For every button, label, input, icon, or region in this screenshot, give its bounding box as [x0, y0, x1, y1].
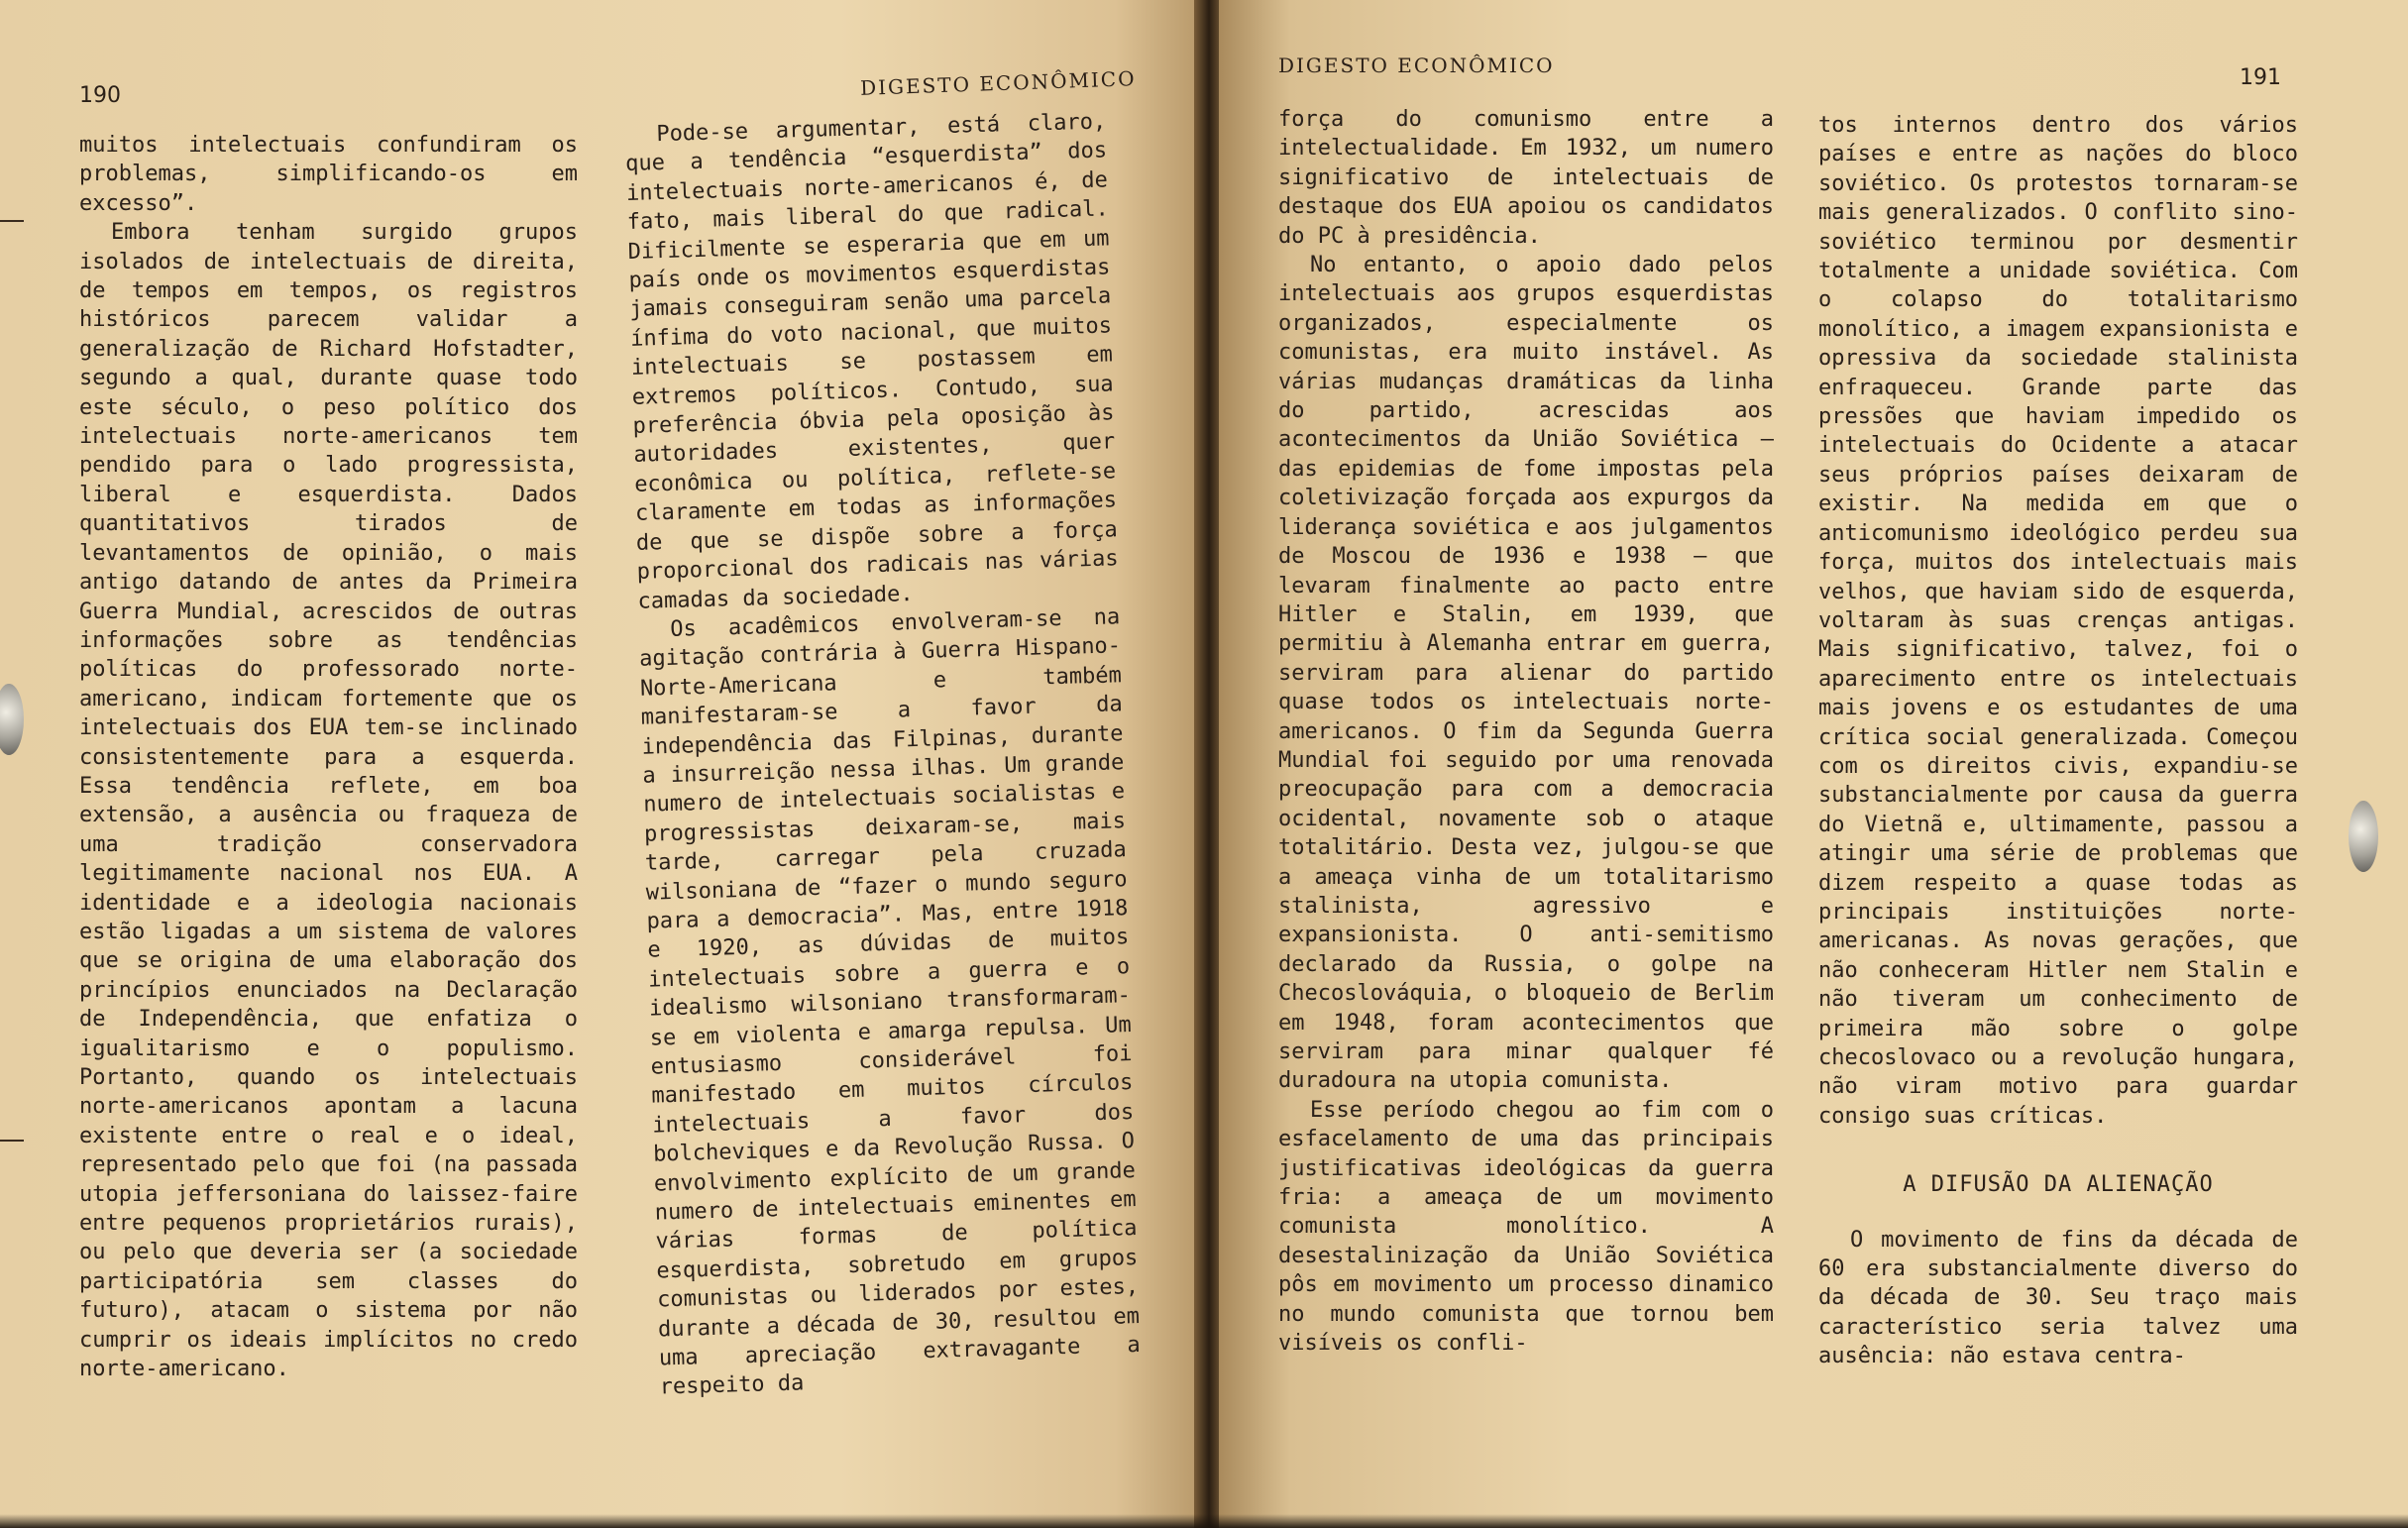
paragraph: Embora tenham surgido grupos isolados de intelectuais de direita, de tempos em tempos, os registros históricos parecem validar a generalização de Richard Hofstadter, segundo a qual, durante quase todo este século, o peso político dos intelectuais norte-americanos tem pendido para o lado progressista, liberal e esquerdista. Dados quantitativos tirados de levantamentos de opinião, o mais antigo datando de antes da Primeira Guerra Mundial, acrescidos de outras informações sobre as tendências políticas do professorado norte-americano, indicam fortemente que os intelectuais dos EUA tem-se inclinado consistentemente para a esquerda. Essa tendência reflete, em boa extensão, a ausência ou fraqueza de uma tradição conservadora legitimamente nacional nos EUA. A identidade e a ideologia nacionais estão ligadas a um sistema de valores que se origina de uma elaboração dos princípios enunciados na Declaração de Independência, que enfatiza o igualitarismo e o populismo. Portanto, quando os intelectuais norte-americanos apontam a lacuna existente entre o real e o ideal, representado pelo que foi (na passada utopia jeffersoniana do laissez-faire entre pequenos proprietários rurais), ou pelo que deveria ser (a sociedade participatória sem classes do futuro), atacam o sistema por não cumprir os ideais implícitos no credo norte-americano. — [79, 220, 578, 1382]
right-page-column-left — [1278, 105, 1774, 1358]
paragraph: Pode-se argumentar, está claro, que a tendência “esquerdista” dos intelectuais norte-americanos é, de fato, mais liberal do que radical. Dificilmente se esperaria que em um país onde os movimentos esquerdistas jamais conseguiram senão uma parcela ínfima do voto nacional, que muitos intelectuais se postassem em extremos políticos. Contudo, sua preferência óbvia pela oposição às autoridades existentes, quer econômica ou política, reflete-se claramente em todas as informações de que se dispõe sobre a força proporcional dos radicais nas várias camadas da sociedade. — [624, 109, 1119, 614]
section-heading: A DIFUSÃO DA ALIENAÇÃO — [1903, 1172, 2214, 1198]
index-tab — [0, 684, 24, 755]
paragraph: No entanto, o apoio dado pelos intelectuais aos grupos esquerdistas organizados, especialmente os comunistas, era muito instável. As várias mudanças dramáticas da linha do partido, acrescidas aos acontecimentos da União Soviética — das epidemias de fome impostas pela coletivização forçada aos expurgos da liderança soviética e aos julgamentos de Moscou de 1936 e 1938 — que levaram finalmente ao pacto entre Hitler e Stalin, em 1939, que permitiu à Alemanha entrar em guerra, serviram para alienar do partido quase todos os intelectuais norte-americanos. O fim da Segunda Guerra Mundial foi seguido por uma renovada preocupação para com a democracia ocidental, novamente sob o ataque totalitário. Desta vez, julgou-se que a ameaça vinha de um totalitarismo stalinista, agressivo e expansionista. O anti-semitismo declarado da Russia, o golpe na Checoslováquia, o bloqueio de Berlim em 1948, foram acontecimentos que serviram para minar qualquer fé duradoura na utopia comunista. — [1278, 253, 1774, 1094]
paragraph: tos internos dentro dos vários países e entre as nações do bloco soviético. Os protestos tornaram-se mais generalizados. O conflito sino-soviético terminou por desmentir totalmente a unidade soviética. Com o colapso do totalitarismo monolítico, a imagem expansionista e opressiva da sociedade stalinista enfraqueceu. Grande parte das pressões que haviam impedido os intelectuais do Ocidente a atacar seus próprios países deixaram de existir. Na medida em que o anticomunismo ideológico perdeu sua força, muitos dos intelectuais mais velhos, que haviam sido de esquerda, voltaram às suas crenças antigas. Mais significativo, talvez, foi o aparecimento entre os intelectuais mais jovens e os estudantes de uma crítica social generalizada. Começou com os direitos civis, expandiu-se substancialmente por causa da guerra do Vietnã e, ultimamente, passou a atingir uma série de problemas que dizem respeito a quase todas as principais instituições norte-americanas. As novas gerações, que não conheceram Hitler nem Stalin e não tiveram um conhecimento de primeira mão sobre o golpe checoslovaco ou a revolução hungara, não viram motivo para guardar consigo suas críticas. — [1818, 113, 2298, 1129]
right-page-column-right — [1818, 111, 2298, 1371]
left-page — [0, 0, 1199, 1528]
running-header: DIGESTO ECONÔMICO — [859, 66, 1137, 100]
page-number: 191 — [2240, 65, 2281, 90]
index-tab — [2349, 801, 2378, 872]
paragraph: muitos intelectuais confundiram os problemas, simplificando-os em excesso”. — [79, 133, 578, 216]
paragraph: Esse período chegou ao fim com o esfacelamento de uma das principais justificativas ideológicas da guerra fria: a ameaça de um movimento comunista monolítico. A desestalinização da União Soviética pôs em movimento um processo dinamico no mundo comunista que tornou bem visíveis os confli- — [1278, 1097, 1774, 1357]
paragraph: força do comunismo entre a intelectualidade. Em 1932, um numero significativo de intelectuais de destaque dos EUA apoiou os candidatos do PC à presidência. — [1278, 107, 1774, 249]
page-number: 190 — [79, 83, 121, 108]
right-page — [1219, 0, 2408, 1528]
margin-mark — [0, 1140, 24, 1142]
page-bottom-shadow — [0, 1514, 2408, 1528]
paragraph: O movimento de fins da década de 60 era substancialmente diverso do da década de 30. Seu traço mais característico seria talvez uma ausência: não estava centra- — [1818, 1227, 2298, 1369]
margin-mark — [0, 220, 24, 222]
paragraph: Os acadêmicos envolveram-se na agitação contrária à Guerra Hispano-Norte-Americana e também manifestaram-se a favor da independência das Filpinas, durante a insurreição nessa ilhas. Um grande numero de intelectuais socialistas e progressistas deixaram-se, mais tarde, carregar pela cruzada wilsoniana de “fazer o mundo seguro para a democracia”. Mas, entre 1918 e 1920, as dúvidas de muitos intelectuais sobre a guerra e o idealismo wilsoniano transformaram-se em violenta e amarga repulsa. Um entusiasmo considerável foi manifestado em muitos círculos intelectuais a favor dos bolcheviques e da Revolução Russa. O envolvimento explícito de um grande numero de intelectuais eminentes em várias formas de política esquerdista, sobretudo em grupos comunistas ou liderados por estes, durante a década de 30, resultou em uma apreciação extravagante a respeito da — [638, 604, 1142, 1400]
left-page-column-right — [624, 107, 1142, 1402]
left-page-column-left — [79, 131, 578, 1383]
running-header: DIGESTO ECONÔMICO — [1278, 54, 1555, 77]
